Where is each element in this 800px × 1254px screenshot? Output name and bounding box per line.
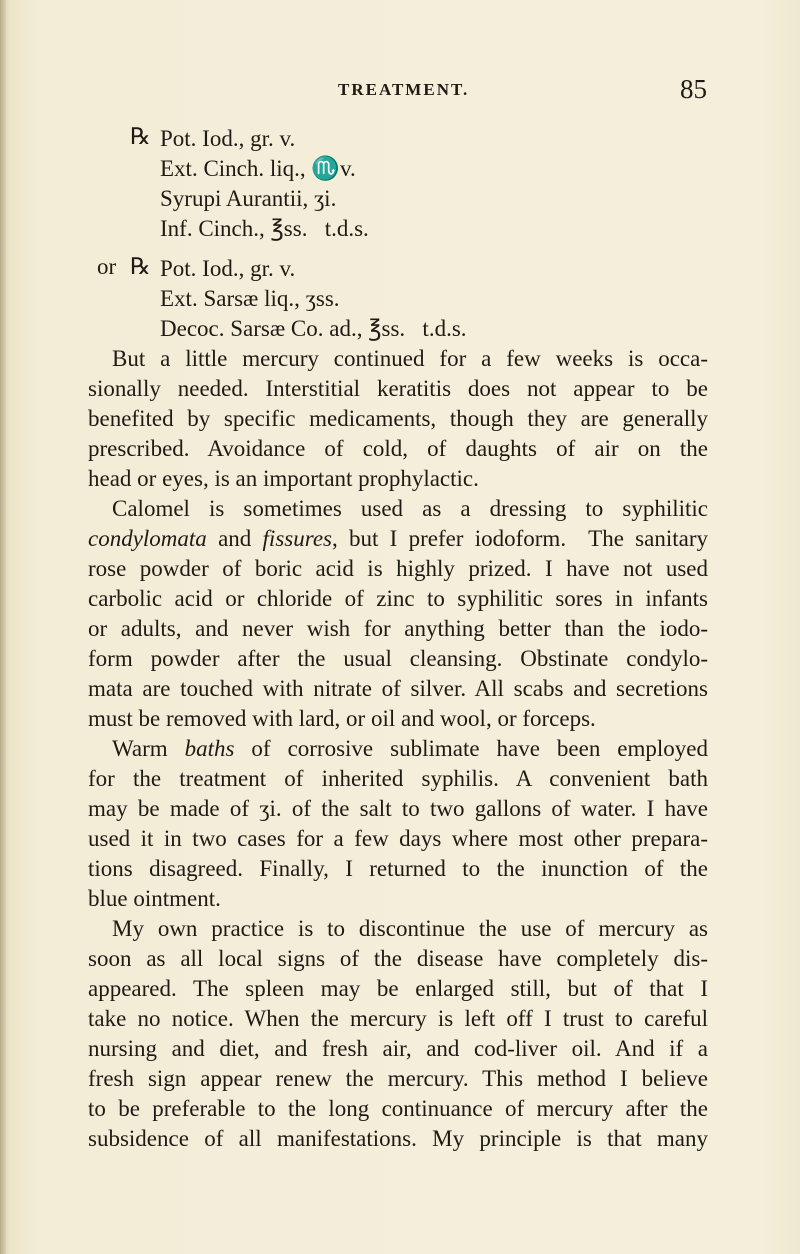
prescription-line: Pot. Iod., gr. v.	[160, 126, 296, 151]
paragraph-line: Calomel is sometimes used as a dressing to syphilitic	[112, 496, 708, 521]
text-run: Warm	[112, 736, 185, 761]
paragraph-line: used it in two cases for a few days where most other prepara-	[88, 826, 708, 851]
text-run: of corrosive sublimate have been employed	[234, 736, 709, 761]
rx-or-label: or	[97, 254, 117, 279]
italic-term: fissures	[262, 526, 332, 551]
prescription-line: Inf. Cinch., ℥ss. t.d.s.	[160, 216, 369, 241]
paragraph-line: But a little mercury continued for a few weeks is occa-	[112, 346, 708, 371]
prescription-line: Pot. Iod., gr. v.	[160, 256, 296, 281]
paragraph-line: sionally needed. Interstitial keratitis does not appear to be	[88, 376, 708, 401]
paragraph-line: prescribed. Avoidance of cold, of daughts of air on the	[88, 436, 708, 461]
paragraph-line: soon as all local signs of the disease have completely dis-	[88, 946, 708, 971]
paragraph-line: head or eyes, is an important prophylactic.	[88, 466, 479, 491]
paragraph-line: or adults, and never wish for anything better than the iodo-	[88, 616, 708, 641]
prescription-line: Decoc. Sarsæ Co. ad., ℥ss. t.d.s.	[160, 316, 467, 341]
paragraph-line: appeared. The spleen may be enlarged still, but of that I	[88, 976, 708, 1001]
paragraph-line	[88, 524, 708, 554]
page-header	[0, 74, 800, 106]
paragraph-line: mata are touched with nitrate of silver. All scabs and secretions	[88, 676, 708, 701]
paragraph-line: benefited by specific medicaments, though they are generally	[88, 406, 708, 431]
rx-symbol: ℞	[130, 254, 151, 279]
paragraph-line: may be made of ʒi. of the salt to two gallons of water. I have	[88, 796, 708, 821]
page-number: 85	[680, 74, 707, 104]
prescription-line: Ext. Sarsæ liq., ʒss.	[160, 286, 340, 311]
paragraph-line: for the treatment of inherited syphilis. A convenient bath	[88, 766, 708, 791]
paragraph-line: to be preferable to the long continuance of mercury after the	[88, 1096, 708, 1121]
paragraph-line: subsidence of all manifestations. My principle is that many	[88, 1126, 708, 1151]
page-spine-shadow	[0, 0, 6, 1254]
italic-term: condylomata	[88, 526, 207, 551]
paragraph-line: tions disagreed. Finally, I returned to the inunction of the	[88, 856, 708, 881]
paragraph-line: take no notice. When the mercury is left off I trust to careful	[88, 1006, 708, 1031]
paragraph-line: blue ointment.	[88, 886, 221, 911]
prescription-line: Ext. Cinch. liq., ♏v.	[160, 156, 356, 181]
prescription-line: Syrupi Aurantii, ʒi.	[160, 186, 337, 211]
rx-symbol: ℞	[130, 124, 151, 149]
paragraph-line: rose powder of boric acid is highly prized. I have not used	[88, 556, 708, 581]
paragraph-line: nursing and diet, and fresh air, and cod-liver oil. And if a	[88, 1036, 708, 1061]
paragraph-line: carbolic acid or chloride of zinc to syphilitic sores in infants	[88, 586, 708, 611]
paragraph-line	[112, 734, 708, 764]
paragraph-line: My own practice is to discontinue the use of mercury as	[112, 916, 708, 941]
text-run: , but I prefer iodoform. The sanitary	[332, 526, 708, 551]
italic-term: baths	[184, 736, 235, 761]
paragraph-line: fresh sign appear renew the mercury. This method I believe	[88, 1066, 708, 1091]
paragraph-line: must be removed with lard, or oil and wool, or forceps.	[88, 706, 596, 731]
running-head: TREATMENT.	[338, 80, 470, 99]
paragraph-line: form powder after the usual cleansing. Obstinate condylo-	[88, 646, 708, 671]
text-run: and	[206, 526, 263, 551]
